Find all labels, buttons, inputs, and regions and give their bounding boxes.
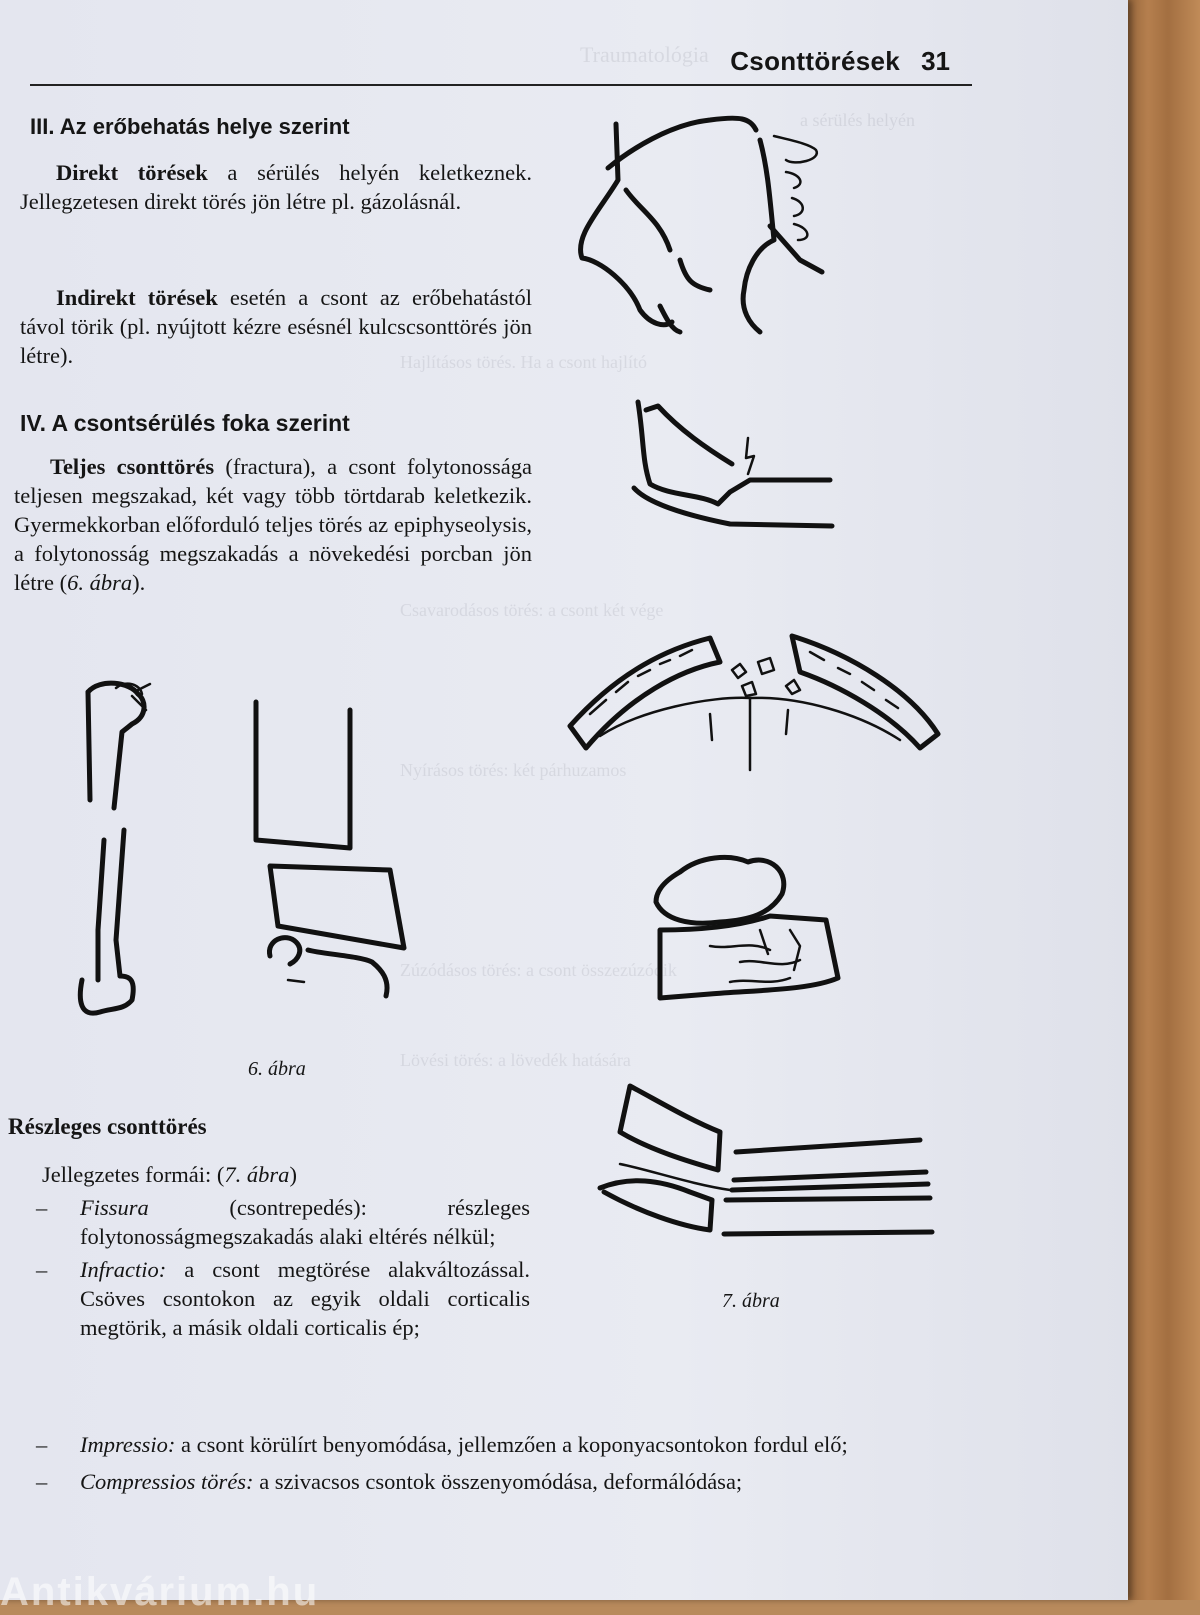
text-impressio: a csont körülírt benyomódása, jellemzően a koponyacsontokon fordul elő; — [175, 1432, 848, 1457]
text-full-fracture-1: (fractura), a csont folytonossága teljesen megszakad, két vagy több törtdarab keletkezik. Gyermekkorban előforduló teljes törés az epiphyseolysis, a folytonosság megszakadás a növekedési porcban jön létre ( — [14, 454, 532, 595]
section-heading-iv: IV. A csontsérülés foka szerint — [20, 410, 350, 436]
list-dash: – — [36, 1195, 48, 1220]
figure-compression-drawing — [640, 850, 860, 1010]
term-impressio: Impressio: — [80, 1432, 176, 1457]
term-indirect: Indirekt törések — [56, 285, 218, 310]
term-infractio: Infractio: — [80, 1257, 167, 1282]
partial-intro-text-1: Jellegzetes formái: ( — [42, 1162, 225, 1187]
list-dash: – — [36, 1469, 48, 1494]
partial-intro-text-2: ) — [289, 1162, 297, 1187]
list-item-impressio — [10, 1430, 970, 1459]
text-fissura: (csontrepedés): részleges folytonosságmegszakadás alaki eltérés nélkül; — [80, 1195, 530, 1249]
page-number: 31 — [921, 46, 950, 76]
section-heading-iii: III. Az erőbehatás helye szerint — [30, 114, 350, 139]
text-indirect: esetén a csont az erőbehatástól távol törik (pl. nyújtott kézre esésnél kulcscsonttörés jön létre). — [20, 285, 532, 368]
text-compression: a szivacsos csontok összenyomódása, deformálódása; — [253, 1469, 743, 1494]
figure-ref-7: 7. ábra — [224, 1162, 290, 1187]
list-item-compression — [10, 1467, 970, 1496]
text-full-fracture-2: ). — [132, 570, 146, 595]
term-compression: Compressios törés: — [80, 1469, 254, 1494]
book-page: Traumatológia a sérülés helyén Hajlításos törés. Ha a csont hajlító Csavarodásos törés: a csont két vége Nyírásos törés: két párhuzamos Zúzódásos törés: a csont összezúzódik Lövési törés: a lövedék hatására Csonttörések 31 III. Az erőbehatás helye szerint Direkt törések a sérülés helyén keletkeznek. Jellegzetesen direkt törés jön létre pl. gázolásnál. Indirekt törések esetén a csont az erőbehatástól távol törik (pl. nyújtott kézre esésnél kulcscsonttörés jön létre). IV. A csontsérülés foka szerint Teljes csonttörés (fractura), a csont folytonossága teljesen megszakad, két vagy több törtdarab keletkezik. Gyermekkorban előforduló teljes törés az epiphyseolysis, a folytonosság megszakadás a növekedési porcban jön létre (6. ábra). 6. ábra 7. ábra Részleges csonttörés Jellegzetes formái: (7. ábra) – Fissura (csontrepedés): részleges folytonosságmegszakadás alaki eltérés nélkül; – Infractio: a csont megtörése alakváltozással. Csöves csontokon az egyik oldali corticalis megtörik, a másik oldali corticalis ép; – Impressio: a csont körülírt benyomódása, jellemzően a koponyacsontokon fordul elő; – Compressios törés: a szivacsos csontok összenyomódása, deformálódása; — [0, 0, 1128, 1600]
figure-impression-drawing — [560, 630, 950, 780]
partial-intro — [42, 1160, 542, 1189]
wooden-background — [1120, 0, 1200, 1600]
list-item-fissura — [10, 1193, 530, 1251]
figure-ref-6: 6. ábra — [67, 570, 133, 595]
paragraph-direct-fractures — [20, 158, 532, 216]
partial-forms-list-wide — [10, 1430, 970, 1500]
figure-skull-fracture-drawing — [560, 110, 850, 340]
text-infractio: a csont megtörése alakváltozással. Csöves csontokon az egyik oldali corticalis megtörik, a másik oldali corticalis ép; — [80, 1257, 530, 1340]
figure-6-caption: 6. ábra — [248, 1058, 306, 1080]
paragraph-full-fracture — [14, 452, 532, 597]
list-dash: – — [36, 1432, 48, 1457]
figure-6-epiphyseolysis-drawing — [60, 680, 420, 1040]
figure-7-caption: 7. ábra — [722, 1290, 780, 1312]
text-direct: a sérülés helyén keletkeznek. Jellegzetesen direkt törés jön létre pl. gázolásnál. — [20, 160, 532, 214]
term-direct: Direkt törések — [56, 160, 208, 185]
figure-infraction-drawing — [620, 400, 850, 540]
list-dash: – — [36, 1257, 48, 1282]
term-fissura: Fissura — [80, 1195, 149, 1220]
term-full-fracture: Teljes csonttörés — [50, 454, 215, 479]
header-rule — [30, 84, 972, 86]
list-item-infractio — [10, 1255, 530, 1342]
section-heading-partial: Részleges csonttörés — [8, 1114, 207, 1139]
running-header-title: Csonttörések — [730, 46, 900, 76]
partial-forms-list — [10, 1193, 530, 1346]
figure-7-fissure-drawing — [590, 1080, 940, 1240]
watermark: Antikvárium.hu — [0, 1570, 320, 1614]
paragraph-indirect-fractures — [20, 283, 532, 370]
